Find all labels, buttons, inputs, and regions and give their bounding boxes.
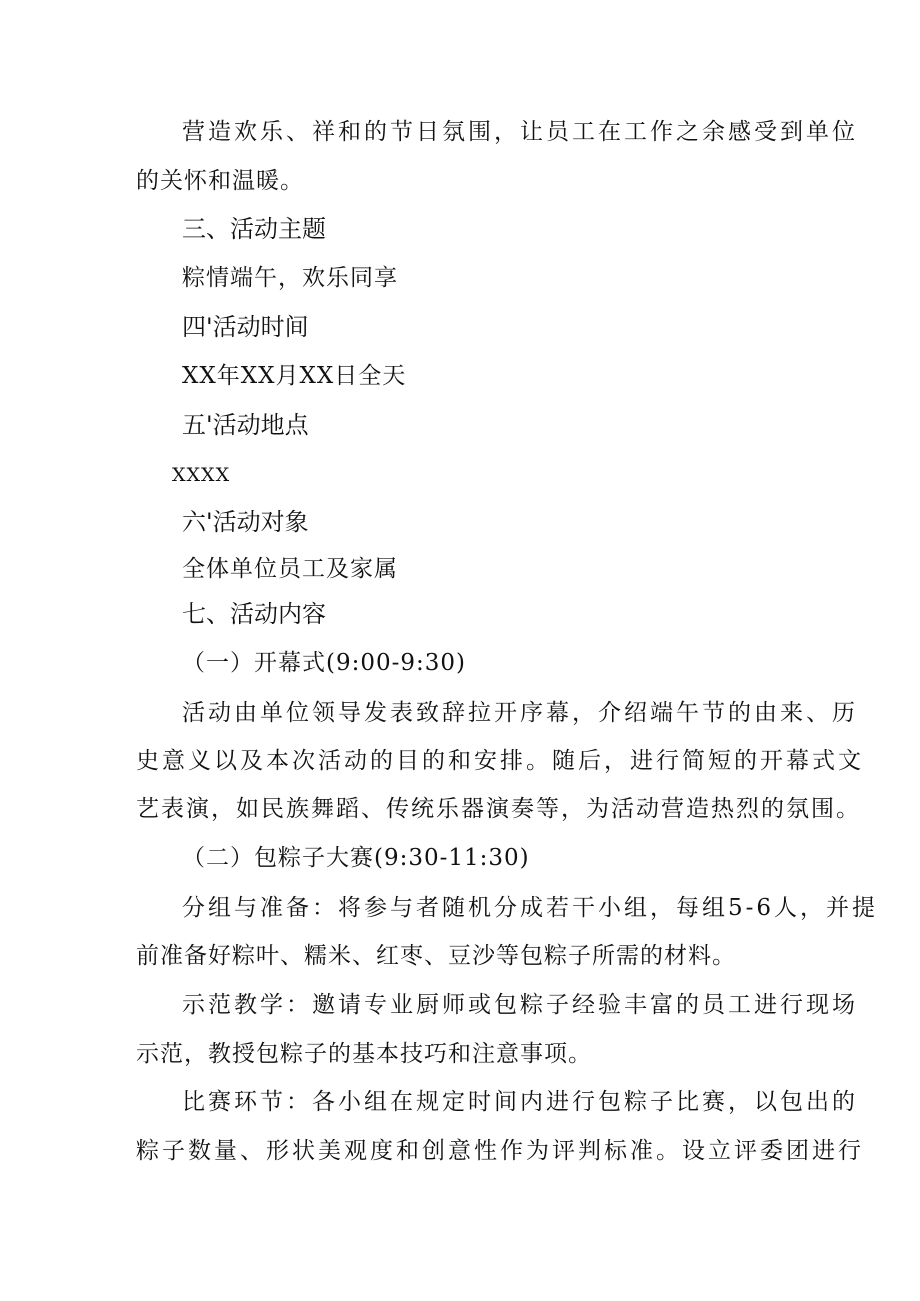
paragraph-demo-line-1: 示范教学：邀请专业厨师或包粽子经验丰富的员工进行现场 bbox=[182, 992, 858, 1018]
heading-activity-audience: 六'活动对象 bbox=[182, 508, 309, 536]
activity-time-text: XX年XX月XX日全天 bbox=[182, 363, 407, 389]
heading-activity-theme: 三、活动主题 bbox=[182, 215, 326, 243]
activity-audience-text: 全体单位员工及家属 bbox=[182, 556, 398, 582]
paragraph-demo-line-2: 示范，教授包粽子的基本技巧和注意事项。 bbox=[136, 1041, 592, 1067]
heading-activity-time: 四'活动时间 bbox=[182, 313, 309, 341]
paragraph-opening-line-2: 史意义以及本次活动的目的和安排。随后，进行简短的开幕式文 bbox=[136, 748, 864, 774]
paragraph-grouping-line-2: 前准备好粽叶、糯米、红枣、豆沙等包粽子所需的材料。 bbox=[136, 943, 736, 969]
paragraph-contest-line-1: 比赛环节：各小组在规定时间内进行包粽子比赛，以包出的 bbox=[182, 1089, 858, 1115]
heading-activity-content: 七、活动内容 bbox=[182, 600, 326, 628]
subheading-opening-ceremony: （一）开幕式(9:00-9:30) bbox=[182, 650, 467, 676]
paragraph-opening-line-3: 艺表演，如民族舞蹈、传统乐器演奏等，为活动营造热烈的氛围。 bbox=[136, 796, 861, 822]
paragraph-contest-line-2: 粽子数量、形状美观度和创意性作为评判标准。设立评委团进行 bbox=[136, 1138, 864, 1164]
activity-location-text: XXXX bbox=[172, 464, 231, 486]
subheading-zongzi-contest: （二）包粽子大赛(9:30-11:30) bbox=[182, 845, 530, 871]
paragraph-grouping-line-1: 分组与准备：将参与者随机分成若干小组，每组5-6人，并提 bbox=[182, 895, 879, 921]
paragraph-intro-line-2: 的关怀和温暖。 bbox=[136, 168, 304, 194]
paragraph-opening-line-1: 活动由单位领导发表致辞拉开序幕，介绍端午节的由来、历 bbox=[182, 700, 858, 726]
paragraph-intro-line-1: 营造欢乐、祥和的节日氛围，让员工在工作之余感受到单位 bbox=[182, 119, 858, 145]
activity-theme-text: 粽情端午，欢乐同享 bbox=[182, 265, 398, 291]
heading-activity-location: 五'活动地点 bbox=[182, 411, 309, 439]
